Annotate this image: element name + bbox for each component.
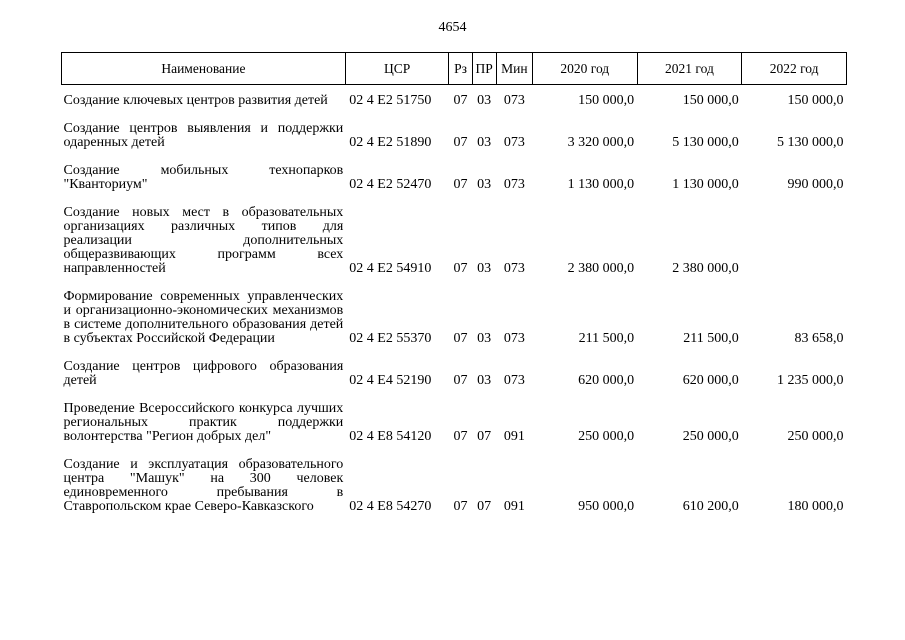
row-amount-2021: 211 500,0	[683, 331, 739, 346]
row-pr: 03	[477, 135, 492, 150]
row-amount-2021: 1 130 000,0	[672, 177, 739, 192]
row-csr: 02 4 E2 55370	[349, 331, 432, 346]
row-name: Формирование современных управленческих и организационно-экономических механизмов в системе дополнительного образования детей в субъектах Российской Федерации	[63, 289, 344, 346]
row-min: 073	[503, 177, 525, 192]
table-row	[62, 85, 847, 115]
row-csr: 02 4 E2 51890	[349, 135, 432, 150]
row-amount-2021: 250 000,0	[682, 429, 739, 444]
row-rz: 07	[453, 331, 468, 346]
row-csr: 02 4 E2 52470	[349, 177, 432, 192]
row-amount-2022: 990 000,0	[787, 177, 844, 192]
row-rz: 07	[453, 261, 468, 276]
row-min: 073	[503, 135, 525, 150]
row-rz: 07	[453, 135, 468, 150]
row-pr: 03	[477, 261, 492, 276]
row-name: Создание центров цифрового образования детей	[63, 359, 344, 388]
table-row	[62, 114, 847, 156]
row-name: Создание новых мест в образовательных организациях различных типов для реализации дополнительных общеразвивающих программ всех направленностей	[63, 205, 344, 276]
row-min: 073	[503, 331, 525, 346]
row-amount-2021: 2 380 000,0	[672, 261, 739, 276]
row-name: Создание и эксплуатация образовательного центра "Машук" на 300 человек единовременного пребывания в Ставропольском крае Северо-Кавказского	[63, 457, 344, 514]
row-rz: 07	[453, 93, 468, 108]
row-amount-2021: 620 000,0	[682, 373, 739, 388]
row-amount-2022: 180 000,0	[787, 499, 844, 514]
row-min: 091	[503, 429, 525, 444]
row-amount-2022: 150 000,0	[787, 93, 844, 108]
row-rz: 07	[453, 499, 468, 514]
row-amount-2022: 5 130 000,0	[777, 135, 844, 150]
table-row	[62, 394, 847, 450]
page-number: 4654	[438, 20, 467, 35]
row-amount-2022	[742, 198, 847, 282]
row-amount-2021: 5 130 000,0	[672, 135, 739, 150]
row-csr: 02 4 E8 54120	[349, 429, 432, 444]
row-amount-2020: 950 000,0	[578, 499, 635, 514]
row-amount-2022: 250 000,0	[787, 429, 844, 444]
row-name: Создание ключевых центров развития детей	[63, 93, 328, 108]
row-pr: 07	[477, 429, 492, 444]
table-header-row	[62, 53, 847, 85]
header-pr: ПР	[472, 53, 496, 85]
header-2022: 2022 год	[742, 53, 847, 85]
header-rz: Рз	[449, 53, 472, 85]
row-amount-2020: 211 500,0	[578, 331, 635, 346]
row-min: 073	[503, 373, 525, 388]
row-name: Проведение Всероссийского конкурса лучших региональных практик поддержки волонтерства "Регион добрых дел"	[63, 401, 344, 444]
header-min: Мин	[496, 53, 532, 85]
row-name: Создание мобильных технопарков "Кванториум"	[63, 163, 344, 192]
row-csr: 02 4 E2 51750	[349, 93, 432, 108]
row-csr: 02 4 E2 54910	[349, 261, 432, 276]
row-min: 073	[503, 261, 525, 276]
row-pr: 03	[477, 177, 492, 192]
row-amount-2022: 83 658,0	[794, 331, 844, 346]
row-pr: 07	[477, 499, 492, 514]
row-csr: 02 4 E8 54270	[349, 499, 432, 514]
row-amount-2020: 250 000,0	[578, 429, 635, 444]
header-2021: 2021 год	[637, 53, 742, 85]
row-amount-2022: 1 235 000,0	[777, 373, 844, 388]
header-2020: 2020 год	[532, 53, 637, 85]
row-amount-2021: 610 200,0	[682, 499, 739, 514]
row-min: 073	[503, 93, 525, 108]
row-pr: 03	[477, 93, 492, 108]
table-row	[62, 156, 847, 198]
row-rz: 07	[453, 429, 468, 444]
row-amount-2020: 2 380 000,0	[567, 261, 635, 276]
row-name: Создание центров выявления и поддержки одаренных детей	[63, 121, 344, 150]
budget-table	[61, 52, 847, 514]
row-rz: 07	[453, 177, 468, 192]
row-pr: 03	[477, 373, 492, 388]
row-amount-2020: 3 320 000,0	[567, 135, 635, 150]
row-amount-2020: 1 130 000,0	[567, 177, 635, 192]
header-name: Наименование	[62, 53, 346, 85]
row-csr: 02 4 E4 52190	[349, 373, 432, 388]
header-csr: ЦСР	[345, 53, 449, 85]
row-rz: 07	[453, 373, 468, 388]
row-amount-2020: 620 000,0	[578, 373, 635, 388]
table-row	[62, 450, 847, 514]
row-amount-2020: 150 000,0	[578, 93, 635, 108]
row-min: 091	[503, 499, 525, 514]
table-row	[62, 282, 847, 352]
table-row	[62, 352, 847, 394]
table-row	[62, 198, 847, 282]
row-pr: 03	[477, 331, 492, 346]
row-amount-2021: 150 000,0	[682, 93, 739, 108]
